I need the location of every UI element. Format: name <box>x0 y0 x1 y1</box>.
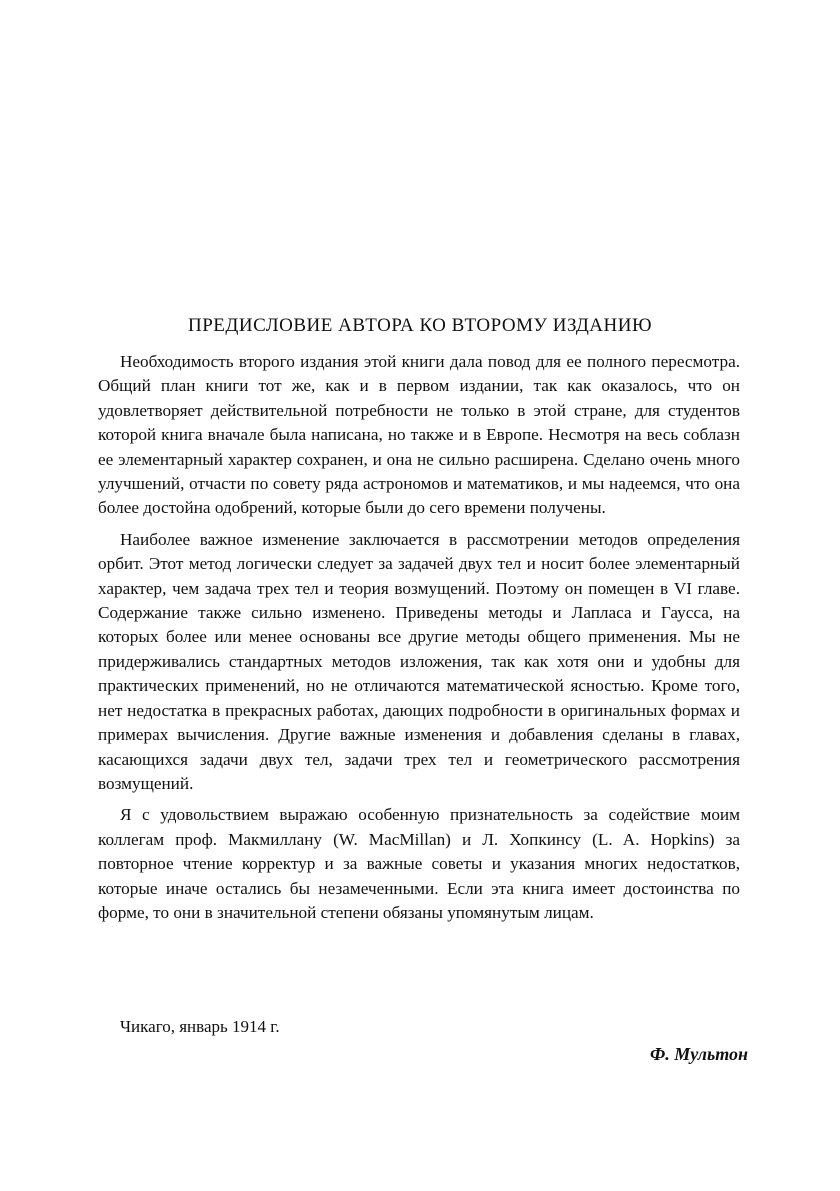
paragraph-3: Я с удовольствием выражаю особенную признательность за содействие моим коллегам проф. Макмиллану (W. MacMillan) и Л. Хопкинсу (L. A. Hopkins) за повторное чтение корректур и за важные советы и указания многих недостатков, которые иначе остались бы незамеченными. Если эта книга имеет достоинства по форме, то они в значительной степени обязаны упомянутым лицам. <box>98 805 740 922</box>
preface-title: ПРЕДИСЛОВИЕ АВТОРА КО ВТОРОМУ ИЗДАНИЮ <box>188 315 652 336</box>
paragraph-1: Необходимость второго издания этой книги дала повод для ее полного пересмотра. Общий план книги тот же, как и в первом издании, так как оказалось, что он удовлетворяет действительной потребности не только в этой стране, для студентов которой книга вначале была написана, но также и в Европе. Несмотря на весь соблазн ее элементарный характер сохранен, и она не сильно расширена. Сделано очень много улучшений, отчасти по совету ряда астрономов и математиков, и мы надеемся, что она более достойна одобрений, которые были до сего времени получены. <box>98 352 740 518</box>
paragraph-2: Наиболее важное изменение заключается в рассмотрении методов определения орбит. Этот метод логически следует за задачей двух тел и носит более элементарный характер, чем задача трех тел и теория возмущений. Поэтому он помещен в VI главе. Содержание также сильно изменено. Приведены методы и Лапласа и Гаусса, на которых более или менее основаны все другие методы общего применения. Мы не придерживались стандартных методов изложения, так как хотя они и удобны для практических применений, но не отличаются математической ясностью. Кроме того, нет недостатка в прекрасных работах, дающих подробности в оригинальных формах и примерах вычисления. Другие важные изменения и добавления сделаны в главах, касающихся задачи двух тел, задачи трех тел и геометрического рассмотрения возмущений. <box>98 529 740 793</box>
place-date: Чикаго, январь 1914 г. <box>120 1017 280 1036</box>
preface-body <box>98 350 740 932</box>
author-signature: Ф. Мультон <box>649 1044 748 1064</box>
